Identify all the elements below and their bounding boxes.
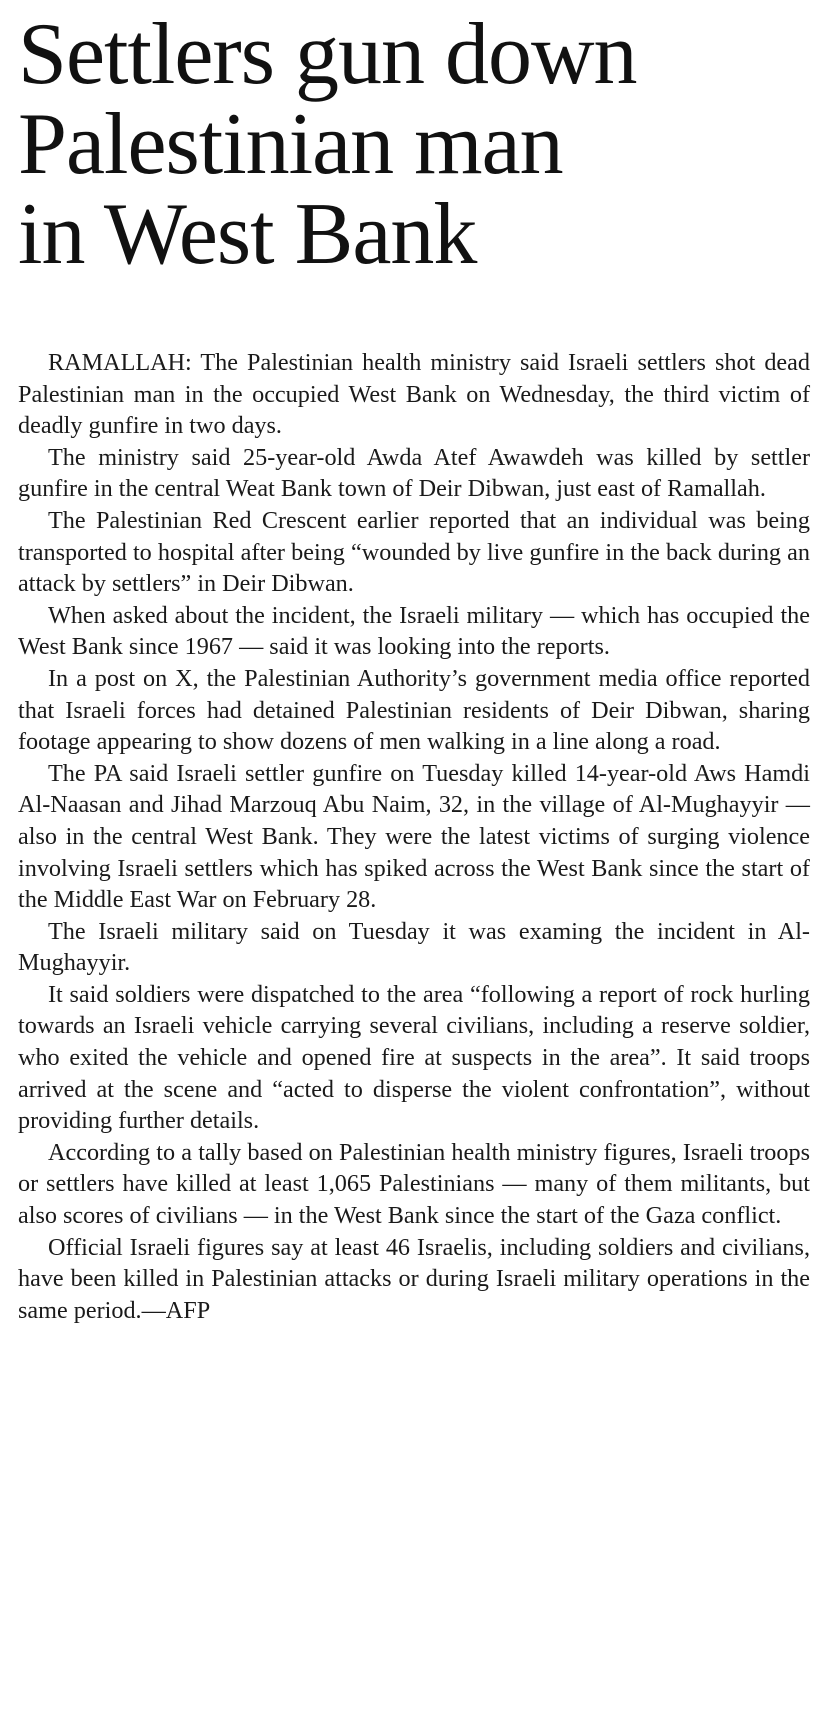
paragraph: According to a tally based on Palestinian health ministry figures, Israeli troops or settlers have killed at least 1,065 Palestinians — many of them militants, but also scores of civilians — in the West Bank since the start of the Gaza conflict. xyxy=(18,1138,810,1230)
paragraph: The ministry said 25-year-old Awda Atef Awawdeh was killed by settler gunfire in the central Weat Bank town of Deir Dibwan, just east of Ramallah. xyxy=(18,443,810,503)
article-body xyxy=(18,347,810,1326)
headline-line: in West Bank xyxy=(18,186,477,283)
paragraph: The PA said Israeli settler gunfire on Tuesday killed 14-year-old Aws Hamdi Al-Naasan and Jihad Marzouq Abu Naim, 32, in the village of Al-Mughayyir — also in the central West Bank. They were the latest victims of surging violence involving Israeli settlers which has spiked across the West Bank since the start of the Middle East War on February 28. xyxy=(18,759,810,914)
paragraph: When asked about the incident, the Israeli military — which has occupied the West Bank since 1967 — said it was looking into the reports. xyxy=(18,601,810,661)
headline-line: Settlers gun down xyxy=(18,6,637,103)
headline-line: Palestinian man xyxy=(18,96,563,193)
news-article xyxy=(18,6,810,1326)
paragraph-byline: Official Israeli figures say at least 46 Israelis, including soldiers and civilians, have been killed in Palestinian attacks or during Israeli military operations in the same period.—AFP xyxy=(18,1233,810,1324)
paragraph: The Israeli military said on Tuesday it was examing the incident in Al-Mughayyir. xyxy=(18,917,810,977)
paragraph-dateline: RAMALLAH: The Palestinian health ministry said Israeli settlers shot dead Palestinian man in the occupied West Bank on Wednesday, the third victim of deadly gunfire in two days. xyxy=(18,349,810,440)
paragraph: In a post on X, the Palestinian Authority’s government media office reported that Israeli forces had detained Palestinian residents of Deir Dibwan, sharing footage appearing to show dozens of men walking in a line along a road. xyxy=(18,664,810,756)
paragraph: It said soldiers were dispatched to the area “following a report of rock hurling towards an Israeli vehicle carrying several civilians, including a reserve soldier, who exited the vehicle and opened fire at suspects in the area”. It said troops arrived at the scene and “acted to disperse the violent confrontation”, without providing further details. xyxy=(18,980,810,1135)
headline xyxy=(18,6,810,283)
paragraph: The Palestinian Red Crescent earlier reported that an individual was being transported to hospital after being “wounded by live gunfire in the back during an attack by settlers” in Deir Dibwan. xyxy=(18,506,810,598)
